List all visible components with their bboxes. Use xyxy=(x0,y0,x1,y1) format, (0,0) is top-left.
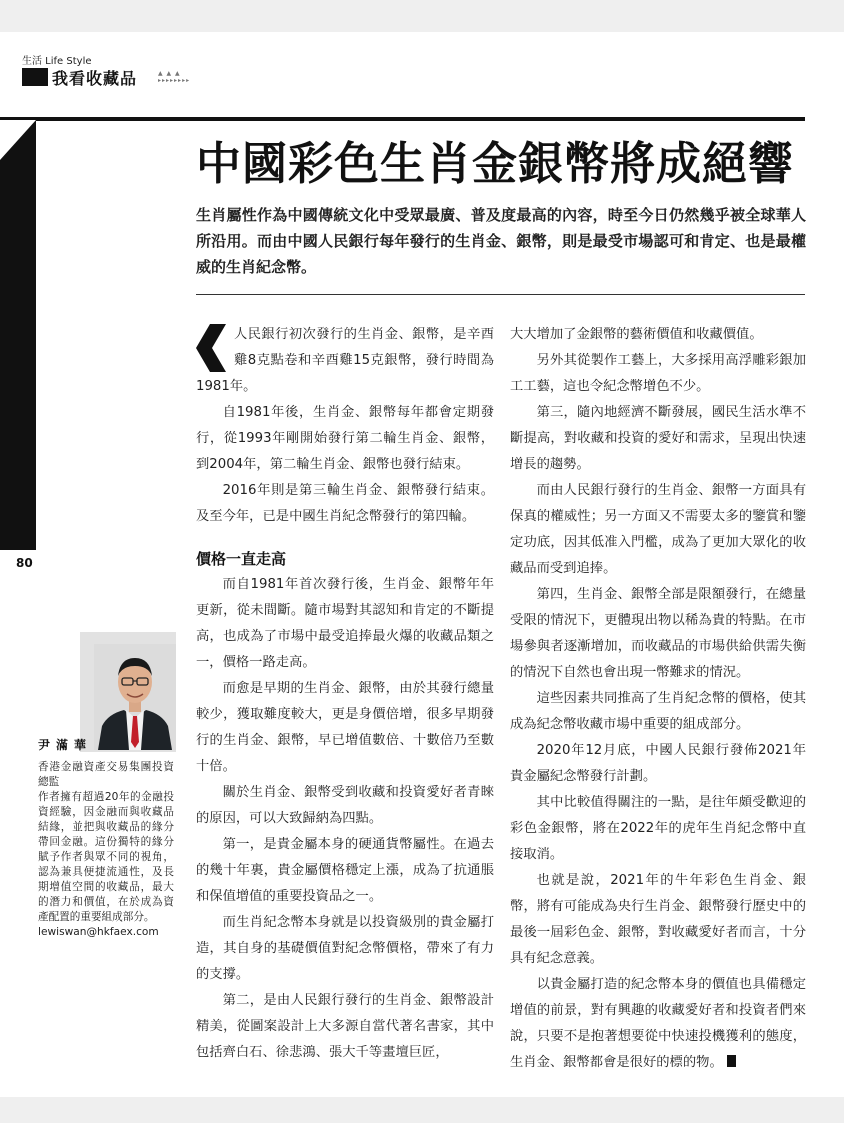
paragraph: 這些因素共同推高了生肖紀念幣的價格，使其成為紀念幣收藏市場中重要的組成部分。 xyxy=(510,691,806,732)
column-title: 我看收藏品 xyxy=(52,69,138,88)
article-left-column xyxy=(196,322,494,1066)
author-role: 香港金融資產交易集團投資總監 xyxy=(38,761,174,788)
paragraph: 而由人民銀行發行的生肖金、銀幣一方面具有保真的權威性；另一方面又不需要太多的鑒賞和鑒定功底，因其低准入門檻，成為了更加大眾化的收藏品而受到追捧。 xyxy=(510,483,806,576)
paragraph: 人民銀行初次發行的生肖金、銀幣，是辛酉雞8克點卷和辛酉雞15克銀幣，發行時間為1981年。 xyxy=(196,327,494,394)
author-email: lewiswan@hkfaex.com xyxy=(38,926,159,938)
paragraph: 而自1981年首次發行後，生肖金、銀幣年年更新，從未間斷。隨市場對其認知和肯定的不斷提高，也成為了市場中最受追捧最火爆的收藏品類之一，價格一路走高。 xyxy=(196,577,494,670)
paragraph: 第一，是貴金屬本身的硬通貨幣屬性。在過去的幾十年裏，貴金屬價格穩定上漲，成為了抗通脹和保值增值的重要投資品之一。 xyxy=(196,837,494,904)
author-photo xyxy=(94,644,176,750)
bottom-margin-band xyxy=(0,1097,844,1123)
page-number: 80 xyxy=(16,556,33,570)
paragraph: 第四，生肖金、銀幣全部是限額發行，在總量受限的情況下，更體現出物以稀為貴的特點。在市場參與者逐漸增加，而收藏品的市場供給供需失衡的情況下自然也會出現一幣難求的情況。 xyxy=(510,587,806,680)
paragraph: 關於生肖金、銀幣受到收藏和投資愛好者青睞的原因，可以大致歸納為四點。 xyxy=(196,785,494,826)
paragraph-final xyxy=(510,972,806,1076)
top-margin-band xyxy=(0,0,844,32)
end-mark-icon xyxy=(727,1055,736,1067)
article-lead: 生肖屬性作為中國傳統文化中受眾最廣、普及度最高的內容，時至今日仍然幾乎被全球華人所沿用。而由中國人民銀行每年發行的生肖金、銀幣，則是最受市場認可和肯定、也是最權威的生肖紀念幣。 xyxy=(196,206,806,276)
left-edge-bar xyxy=(0,120,36,550)
paragraph: 另外其從製作工藝上，大多採用高浮雕彩銀加工工藝，這也令紀念幣增色不少。 xyxy=(510,353,806,394)
chevron-left-icon xyxy=(196,324,226,372)
article-right-column xyxy=(510,322,806,1076)
author-description: 作者擁有超過20年的金融投資經驗，因金融而與收藏品結緣，並把與收藏品的緣分帶回金融。這份獨特的緣分賦予作者與眾不同的視角，認為兼具便捷流通性，及長期增值空間的收藏品，最大的潛力和價值，在於成為資產配置的重要組成部分。 xyxy=(38,791,174,923)
paragraph: 而愈是早期的生肖金、銀幣，由於其發行總量較少，獲取難度較大，更是身價倍增，很多早期發行的生肖金、銀幣，早已增值數倍、十數倍乃至數十倍。 xyxy=(196,681,494,774)
paragraph: 其中比較值得關注的一點，是往年頗受歡迎的彩色金銀幣，將在2022年的虎年生肖紀念幣中直接取消。 xyxy=(510,795,806,862)
paragraph: 2020年12月底，中國人民銀行發佈2021年貴金屬紀念幣發行計劃。 xyxy=(510,743,806,784)
paragraph: 也就是說，2021年的牛年彩色生肖金、銀幣，將有可能成為央行生肖金、銀幣發行歷史中的最後一屆彩色金、銀幣，對收藏愛好者而言，十分具有紀念意義。 xyxy=(510,873,806,966)
column-decoration-icon: ▲ ▲ ▲ ▸▸▸▸▸▸▸▸ xyxy=(158,70,191,84)
section-label: 生活 Life Style xyxy=(22,56,92,67)
article-headline: 中國彩色生肖金銀幣將成絕響 xyxy=(196,137,795,190)
paragraph-text: 以貴金屬打造的紀念幣本身的價值也具備穩定增值的前景，對有興趣的收藏愛好者和投資者們來說，只要不是抱著想要從中快速投機獲利的態度，生肖金、銀幣都會是很好的標的物。 xyxy=(510,977,806,1070)
top-rule xyxy=(0,117,805,121)
paragraph: 大大增加了金銀幣的藝術價值和收藏價值。 xyxy=(510,327,763,342)
paragraph: 自1981年後，生肖金、銀幣每年都會定期發行，從1993年剛開始發行第二輪生肖金、銀幣，到2004年，第二輪生肖金、銀幣也發行結束。 xyxy=(196,405,494,472)
lead-divider xyxy=(196,294,805,295)
author-name: 尹滿華 xyxy=(38,738,93,752)
paragraph: 第三，隨內地經濟不斷發展，國民生活水準不斷提高，對收藏和投資的愛好和需求，呈現出快速增長的趨勢。 xyxy=(510,405,806,472)
column-marker-bar xyxy=(22,68,48,86)
author-bio xyxy=(38,760,174,940)
paragraph: 2016年則是第三輪生肖金、銀幣發行結束。及至今年，已是中國生肖紀念幣發行的第四輪。 xyxy=(196,483,494,524)
section-subhead: 價格一直走高 xyxy=(196,550,287,568)
paragraph: 第二，是由人民銀行發行的生肖金、銀幣設計精美，從圖案設計上大多源自當代著名書家，其中包括齊白石、徐悲鴻、張大千等畫壇巨匠， xyxy=(196,993,494,1060)
paragraph: 而生肖紀念幣本身就是以投資級別的貴金屬打造，其自身的基礎價值對紀念幣價格，帶來了有力的支撐。 xyxy=(196,915,494,982)
